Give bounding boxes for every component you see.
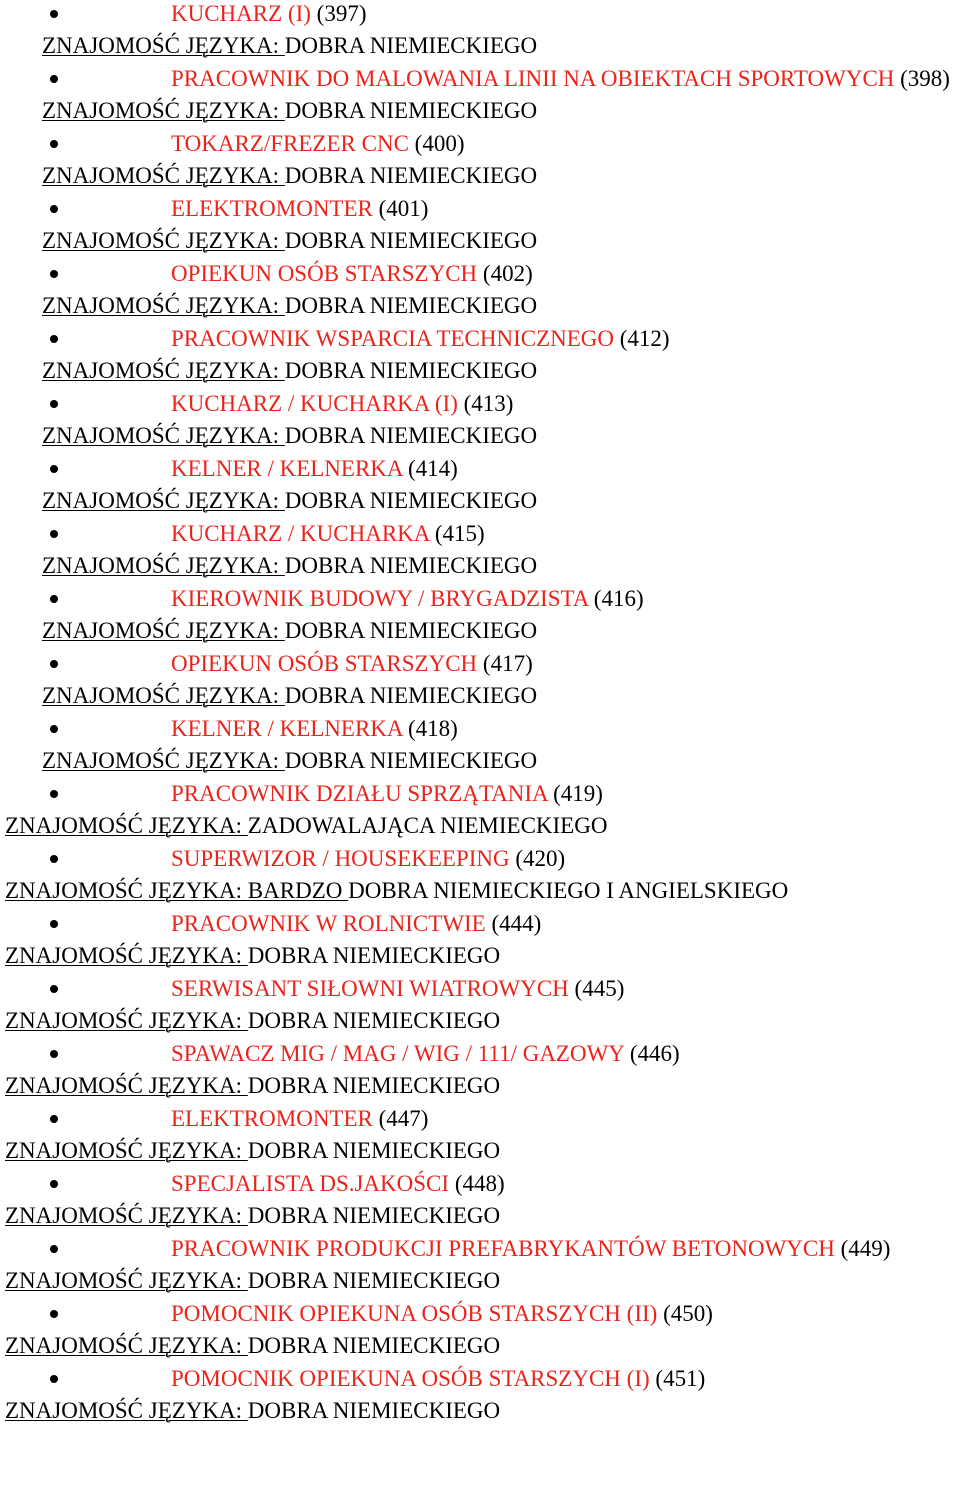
job-title: POMOCNIK OPIEKUNA OSÓB STARSZYCH (I) — [171, 1366, 650, 1391]
language-label: ZNAJOMOŚĆ JĘZYKA: — [5, 943, 248, 968]
bullet-icon — [50, 335, 58, 343]
job-title: KUCHARZ / KUCHARKA — [171, 521, 430, 546]
language-requirement — [0, 1265, 960, 1297]
job-title-row — [0, 647, 960, 680]
job-title: OPIEKUN OSÓB STARSZYCH — [171, 651, 478, 676]
bullet-icon — [50, 205, 58, 213]
language-value: DOBRA NIEMIECKIEGO — [284, 228, 538, 253]
job-text — [171, 1362, 705, 1395]
job-code: (444) — [491, 911, 542, 936]
language-label: ZNAJOMOŚĆ JĘZYKA: — [42, 228, 285, 253]
language-requirement — [0, 1330, 960, 1362]
job-title: SUPERWIZOR / HOUSEKEEPING — [171, 846, 510, 871]
job-code: (412) — [619, 326, 670, 351]
language-requirement — [0, 875, 960, 907]
language-value: DOBRA NIEMIECKIEGO — [284, 618, 538, 643]
job-text — [171, 322, 670, 355]
language-level-extra: BARDZO — [247, 878, 349, 903]
bullet-icon — [50, 1245, 58, 1253]
language-requirement — [0, 745, 960, 777]
language-label: ZNAJOMOŚĆ JĘZYKA: — [5, 1398, 248, 1423]
job-code: (401) — [378, 196, 429, 221]
language-value: DOBRA NIEMIECKIEGO — [284, 748, 538, 773]
job-title: PRACOWNIK W ROLNICTWIE — [171, 911, 486, 936]
language-label: ZNAJOMOŚĆ JĘZYKA: — [5, 878, 248, 903]
job-title-row — [0, 842, 960, 875]
job-title: PRACOWNIK WSPARCIA TECHNICZNEGO — [171, 326, 615, 351]
job-text — [171, 66, 950, 91]
job-title: KUCHARZ (I) — [171, 1, 311, 26]
language-value: DOBRA NIEMIECKIEGO — [284, 358, 538, 383]
language-requirement — [0, 940, 960, 972]
job-title-row — [0, 1102, 960, 1135]
job-title: PRACOWNIK DO MALOWANIA LINII NA OBIEKTACH SPORTOWYCH — [171, 66, 895, 91]
language-requirement — [0, 1070, 960, 1102]
language-label: ZNAJOMOŚĆ JĘZYKA: — [5, 813, 248, 838]
language-requirement — [0, 30, 960, 62]
job-title-row — [0, 0, 960, 30]
language-requirement — [0, 420, 960, 452]
job-title-row — [0, 1232, 960, 1265]
language-label: ZNAJOMOŚĆ JĘZYKA: — [42, 163, 285, 188]
job-title-row — [0, 1167, 960, 1200]
language-value: DOBRA NIEMIECKIEGO — [247, 1268, 501, 1293]
job-code: (420) — [515, 846, 566, 871]
job-text — [171, 1297, 713, 1330]
job-title: OPIEKUN OSÓB STARSZYCH — [171, 261, 478, 286]
bullet-icon — [50, 660, 58, 668]
bullet-icon — [50, 270, 58, 278]
language-requirement — [0, 810, 960, 842]
job-title: KELNER / KELNERKA — [171, 456, 403, 481]
job-text — [171, 582, 644, 615]
language-label: ZNAJOMOŚĆ JĘZYKA: — [42, 553, 285, 578]
language-requirement — [0, 485, 960, 517]
language-value: DOBRA NIEMIECKIEGO — [284, 488, 538, 513]
job-code: (400) — [414, 131, 465, 156]
job-text — [171, 712, 458, 745]
bullet-icon — [50, 140, 58, 148]
language-label: ZNAJOMOŚĆ JĘZYKA: — [5, 1008, 248, 1033]
job-title: ELEKTROMONTER — [171, 1106, 373, 1131]
job-code: (447) — [378, 1106, 429, 1131]
job-code: (414) — [408, 456, 458, 481]
job-title-row — [0, 712, 960, 745]
language-value: ZADOWALAJĄCA NIEMIECKIEGO — [247, 813, 608, 838]
job-title: KIEROWNIK BUDOWY / BRYGADZISTA — [171, 586, 589, 611]
language-label: ZNAJOMOŚĆ JĘZYKA: — [42, 358, 285, 383]
job-text — [171, 1102, 428, 1135]
language-label: ZNAJOMOŚĆ JĘZYKA: — [42, 293, 285, 318]
bullet-icon — [50, 1375, 58, 1383]
job-code: (416) — [593, 586, 644, 611]
job-code: (419) — [553, 781, 603, 806]
language-value: DOBRA NIEMIECKIEGO — [284, 423, 538, 448]
job-text — [171, 777, 603, 810]
job-text — [171, 517, 485, 550]
job-code: (398) — [900, 66, 950, 91]
job-text — [171, 842, 565, 875]
job-code: (418) — [408, 716, 458, 741]
language-value: DOBRA NIEMIECKIEGO — [284, 163, 538, 188]
language-requirement — [0, 290, 960, 322]
job-title: SPAWACZ MIG / MAG / WIG / 111/ GAZOWY — [171, 1041, 625, 1066]
job-title: PRACOWNIK DZIAŁU SPRZĄTANIA — [171, 781, 548, 806]
job-title: KUCHARZ / KUCHARKA (I) — [171, 391, 458, 416]
job-title-row — [0, 62, 960, 95]
bullet-icon — [50, 1115, 58, 1123]
language-requirement — [0, 355, 960, 387]
language-label: ZNAJOMOŚĆ JĘZYKA: — [42, 423, 285, 448]
language-value: DOBRA NIEMIECKIEGO I ANGIELSKIEGO — [348, 878, 789, 903]
job-text — [171, 1037, 680, 1070]
job-title-row — [0, 1362, 960, 1395]
job-title-row — [0, 322, 960, 355]
language-value: DOBRA NIEMIECKIEGO — [247, 1398, 501, 1423]
language-label: ZNAJOMOŚĆ JĘZYKA: — [5, 1203, 248, 1228]
bullet-icon — [50, 75, 58, 83]
job-title: KELNER / KELNERKA — [171, 716, 403, 741]
job-title-row — [0, 582, 960, 615]
language-value: DOBRA NIEMIECKIEGO — [247, 1073, 501, 1098]
language-requirement — [0, 550, 960, 582]
job-title-row — [0, 907, 960, 940]
job-title: SERWISANT SIŁOWNI WIATROWYCH — [171, 976, 569, 1001]
language-requirement — [0, 615, 960, 647]
language-requirement — [0, 225, 960, 257]
bullet-icon — [50, 465, 58, 473]
bullet-icon — [50, 855, 58, 863]
job-text — [171, 1236, 890, 1261]
job-title-row — [0, 257, 960, 290]
job-code: (451) — [655, 1366, 706, 1391]
job-title-row — [0, 452, 960, 485]
job-text — [171, 127, 464, 160]
language-label: ZNAJOMOŚĆ JĘZYKA: — [5, 1268, 248, 1293]
bullet-icon — [50, 1050, 58, 1058]
job-text — [171, 387, 513, 420]
job-title-row — [0, 517, 960, 550]
language-value: DOBRA NIEMIECKIEGO — [284, 553, 538, 578]
job-text — [171, 257, 533, 290]
language-value: DOBRA NIEMIECKIEGO — [284, 33, 538, 58]
job-title-row — [0, 1297, 960, 1330]
language-value: DOBRA NIEMIECKIEGO — [247, 1138, 501, 1163]
job-code: (415) — [434, 521, 485, 546]
language-requirement — [0, 95, 960, 127]
job-code: (445) — [574, 976, 625, 1001]
language-requirement — [0, 1005, 960, 1037]
language-requirement — [0, 1135, 960, 1167]
job-code: (450) — [663, 1301, 713, 1326]
language-label: ZNAJOMOŚĆ JĘZYKA: — [42, 683, 285, 708]
job-code: (417) — [482, 651, 533, 676]
language-value: DOBRA NIEMIECKIEGO — [247, 943, 501, 968]
bullet-icon — [50, 790, 58, 798]
language-label: ZNAJOMOŚĆ JĘZYKA: — [42, 748, 285, 773]
job-title: SPECJALISTA DS.JAKOŚCI — [171, 1171, 450, 1196]
job-text — [171, 192, 428, 225]
language-label: ZNAJOMOŚĆ JĘZYKA: — [5, 1138, 248, 1163]
language-label: ZNAJOMOŚĆ JĘZYKA: — [42, 488, 285, 513]
bullet-icon — [50, 1180, 58, 1188]
language-label: ZNAJOMOŚĆ JĘZYKA: — [42, 98, 285, 123]
language-requirement — [0, 1395, 960, 1427]
job-title: POMOCNIK OPIEKUNA OSÓB STARSZYCH (II) — [171, 1301, 658, 1326]
language-value: DOBRA NIEMIECKIEGO — [284, 293, 538, 318]
job-title-row — [0, 192, 960, 225]
job-code: (413) — [463, 391, 514, 416]
job-title: PRACOWNIK PRODUKCJI PREFABRYKANTÓW BETONOWYCH — [171, 1236, 835, 1261]
language-value: DOBRA NIEMIECKIEGO — [247, 1008, 501, 1033]
job-code: (446) — [629, 1041, 680, 1066]
job-code: (397) — [316, 1, 367, 26]
language-requirement — [0, 160, 960, 192]
job-title-row — [0, 127, 960, 160]
bullet-icon — [50, 595, 58, 603]
job-text — [171, 647, 533, 680]
job-text — [171, 907, 541, 940]
bullet-icon — [50, 10, 58, 18]
job-title: TOKARZ/FREZER CNC — [171, 131, 409, 156]
job-title-row — [0, 1037, 960, 1070]
job-text — [171, 452, 458, 485]
job-text — [171, 972, 624, 1005]
job-title: ELEKTROMONTER — [171, 196, 373, 221]
job-code: (448) — [454, 1171, 505, 1196]
language-value: DOBRA NIEMIECKIEGO — [284, 683, 538, 708]
bullet-icon — [50, 920, 58, 928]
language-requirement — [0, 680, 960, 712]
language-value: DOBRA NIEMIECKIEGO — [247, 1333, 501, 1358]
language-label: ZNAJOMOŚĆ JĘZYKA: — [42, 618, 285, 643]
job-title-row — [0, 777, 960, 810]
job-title-row — [0, 972, 960, 1005]
job-code: (402) — [482, 261, 533, 286]
bullet-icon — [50, 400, 58, 408]
bullet-icon — [50, 1310, 58, 1318]
language-value: DOBRA NIEMIECKIEGO — [247, 1203, 501, 1228]
bullet-icon — [50, 985, 58, 993]
job-title-row — [0, 387, 960, 420]
language-label: ZNAJOMOŚĆ JĘZYKA: — [5, 1073, 248, 1098]
bullet-icon — [50, 725, 58, 733]
job-text — [171, 1167, 505, 1200]
language-label: ZNAJOMOŚĆ JĘZYKA: — [42, 33, 285, 58]
language-requirement — [0, 1200, 960, 1232]
bullet-icon — [50, 530, 58, 538]
job-text — [171, 0, 366, 30]
job-code: (449) — [840, 1236, 891, 1261]
language-label: ZNAJOMOŚĆ JĘZYKA: — [5, 1333, 248, 1358]
language-value: DOBRA NIEMIECKIEGO — [284, 98, 538, 123]
